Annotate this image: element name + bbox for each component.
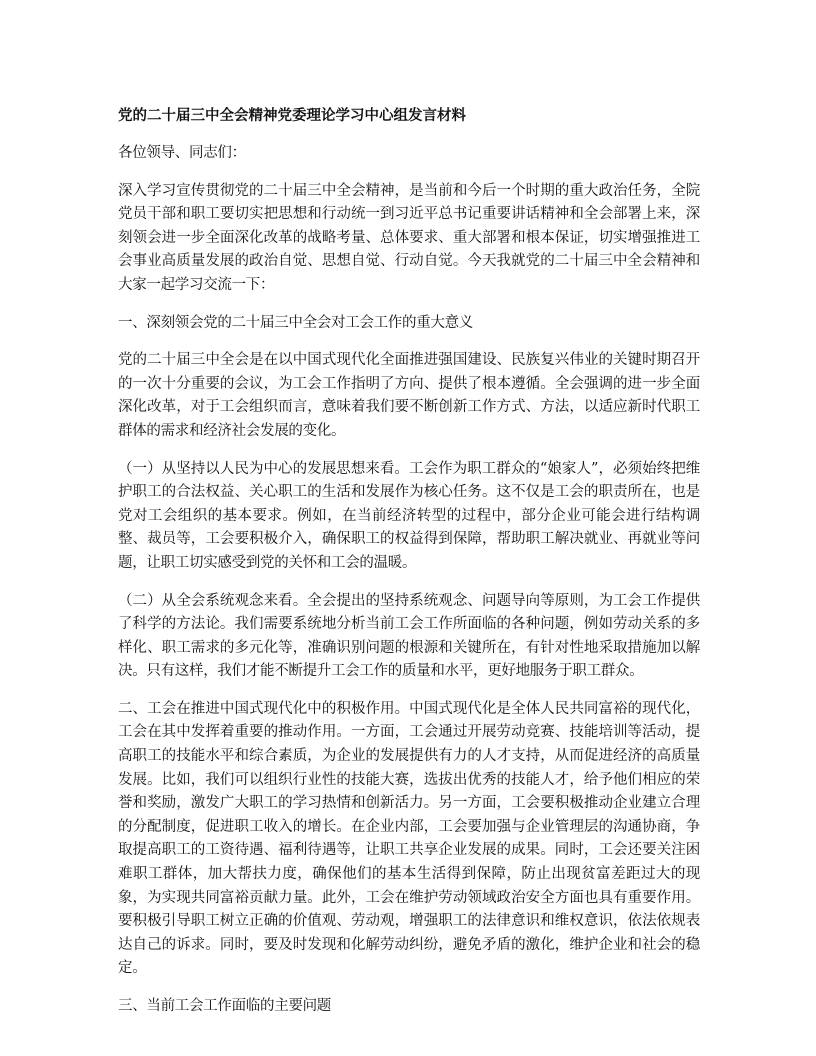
salutation-paragraph: 各位领导、同志们： [118,145,246,161]
section-heading-1: 一、深刻领会党的二十届三中全会对工会工作的重大意义 [118,314,473,331]
document-title: 党的二十届三中全会精神党委理论学习中心组发言材料 [118,108,466,124]
body-paragraph: 党的二十届三中全会是在以中国式现代化全面推进强国建设、民族复兴伟业的关键时期召开的一次十分重要的会议，为工会工作指明了方向、提供了根本遵循。全会强调的进一步全面深化改革，对于工会组织而言，意味着我们要不断创新工作方式、方法，以适应新时代职工群体的需求和经济社会发展的变化。 [118,352,700,439]
intro-paragraph: 深入学习宣传贯彻党的二十届三中全会精神，是当前和今后一个时期的重大政治任务，全院党员干部和职工要切实把思想和行动统一到习近平总书记重要讲话精神和全会部署上来，深刻领会进一步全面深化改革的战略考量、总体要求、重大部署和根本保证，切实增强推进工会事业高质量发展的政治自觉、思想自觉、行动自觉。今天我就党的二十届三中全会精神和大家一起学习交流一下： [118,182,700,293]
body-paragraph: （二）从全会系统观念来看。全会提出的坚持系统观念、问题导向等原则，为工会工作提供了科学的方法论。我们需要系统地分析当前工会工作所面临的各种问题，例如劳动关系的多样化、职工需求的多元化等，准确识别问题的根源和关键所在，有针对性地采取措施加以解决。只有这样，我们才能不断提升工会工作的质量和水平，更好地服务于职工群众。 [118,592,700,680]
body-paragraph: （一）从坚持以人民为中心的发展思想来看。工会作为职工群众的“娘家人”，必须始终把维护职工的合法权益、关心职工的生活和发展作为核心任务。这不仅是工会的职责所在，也是党对工会组织的基本要求。例如，在当前经济转型的过程中，部分企业可能会进行结构调整、裁员等，工会要积极介入，确保职工的权益得到保障，帮助职工解决就业、再就业等问题，让职工切实感受到党的关怀和工会的温暖。 [118,460,700,571]
document-page [118,104,700,1033]
section-heading-3: 三、当前工会工作面临的主要问题 [118,998,331,1014]
section-heading-2-paragraph: 二、工会在推进中国式现代化中的积极作用。中国式现代化是全体人民共同富裕的现代化，工会在其中发挥着重要的推动作用。一方面，工会通过开展劳动竞赛、技能培训等活动，提高职工的技能水平和综合素质，为企业的发展提供有力的人才支持，从而促进经济的高质量发展。比如，我们可以组织行业性的技能大赛，选拔出优秀的技能人才，给予他们相应的荣誉和奖励，激发广大职工的学习热情和创新活力。另一方面，工会要积极推动企业建立合理的分配制度，促进职工收入的增长。在企业内部，工会要加强与企业管理层的沟通协商，争取提高职工的工资待遇、福利待遇等，让职工共享企业发展的成果。同时，工会还要关注困难职工群体，加大帮扶力度，确保他们的基本生活得到保障，防止出现贫富差距过大的现象，为实现共同富裕贡献力量。此外，工会在维护劳动领域政治安全方面也具有重要作用。要积极引导职工树立正确的价值观、劳动观，增强职工的法律意识和维权意识，依法依规表达自己的诉求。同时，要及时发现和化解劳动纠纷，避免矛盾的激化，维护企业和社会的稳定。 [118,700,700,977]
